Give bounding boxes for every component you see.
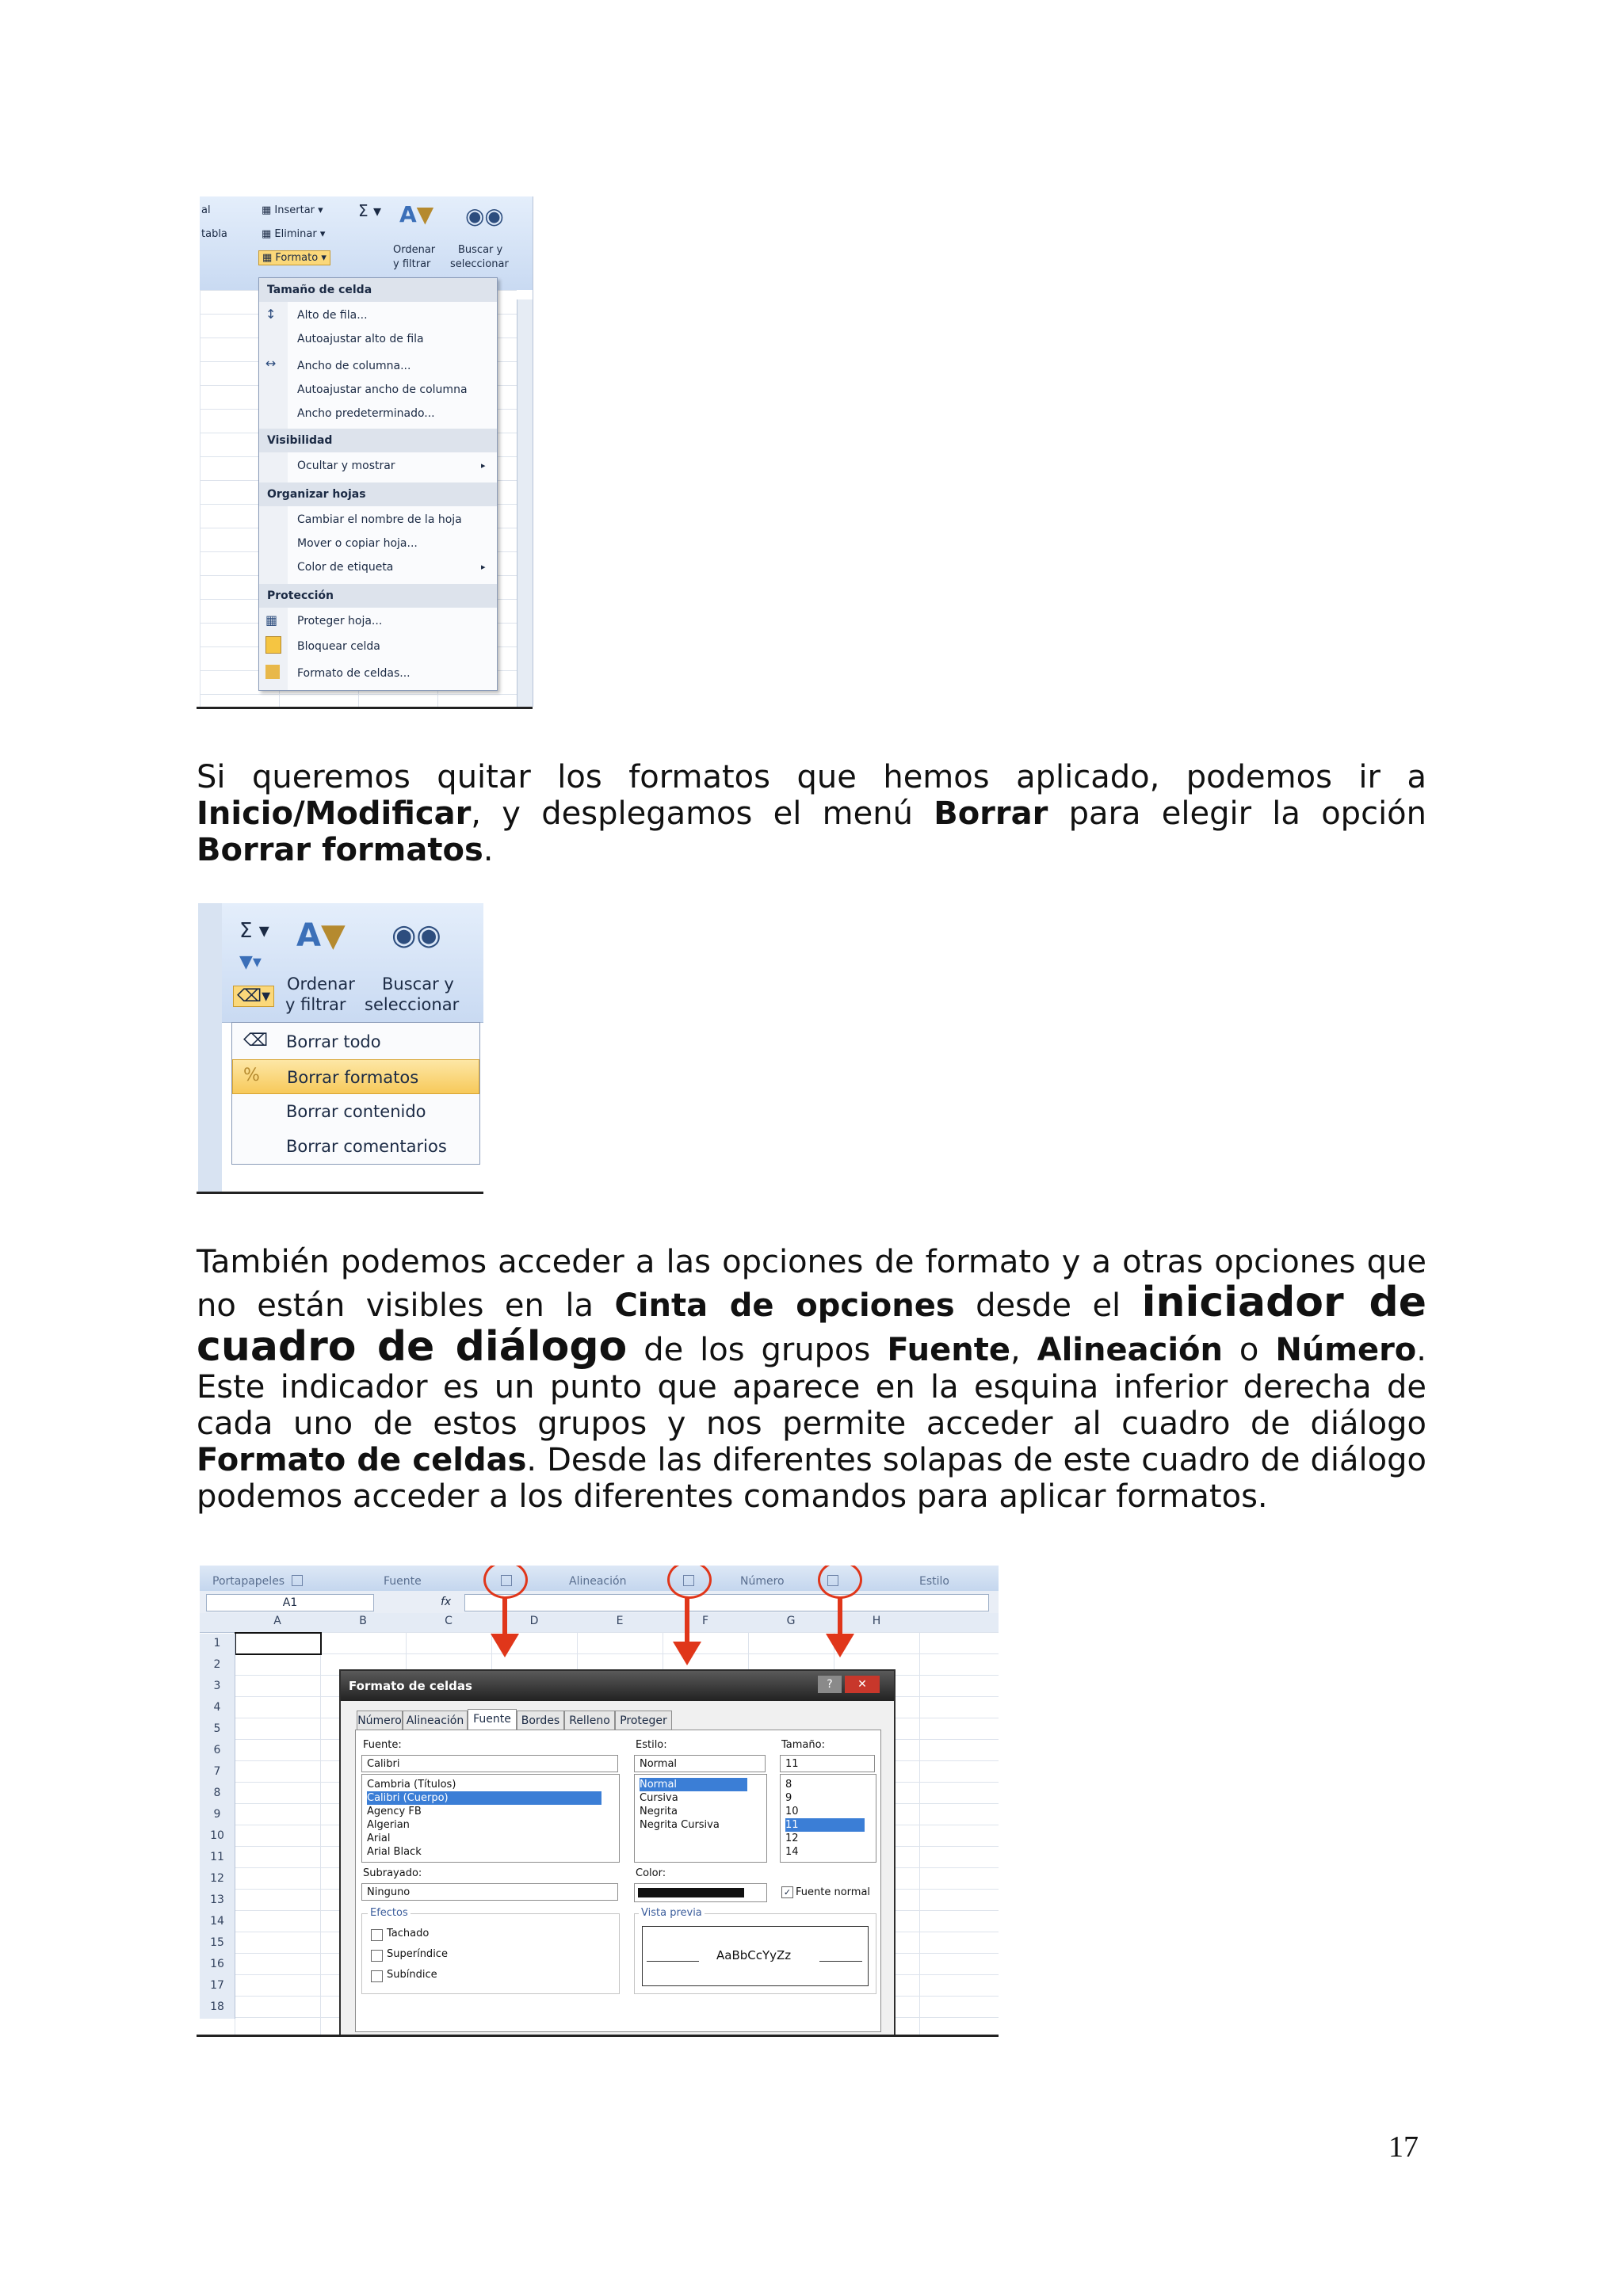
formula-input[interactable]: [464, 1594, 989, 1611]
buscar-label: Buscar y: [458, 244, 503, 256]
preview-text: AaBbCcYyZz: [716, 1948, 792, 1962]
menu-header: Visibilidad: [259, 429, 497, 452]
size-option[interactable]: 8: [785, 1779, 792, 1791]
bold-text: Borrar: [934, 795, 1048, 832]
column-header[interactable]: G: [786, 1615, 796, 1627]
font-option[interactable]: Algerian: [367, 1819, 410, 1831]
row-header[interactable]: 8: [200, 1783, 235, 1805]
menu-item[interactable]: Ancho predeterminado...: [297, 407, 435, 420]
efectos-label: Efectos: [368, 1907, 411, 1919]
row-header[interactable]: 6: [200, 1741, 235, 1762]
menu-item[interactable]: Autoajustar alto de fila: [297, 333, 424, 345]
font-option[interactable]: Arial: [367, 1833, 391, 1844]
font-option[interactable]: Arial Black: [367, 1846, 422, 1858]
seleccionar-label: seleccionar: [450, 258, 509, 270]
tab-alineacion[interactable]: Alineación: [403, 1711, 468, 1731]
group-label: Portapapeles: [212, 1575, 285, 1588]
formato-celdas-dialog: [339, 1669, 896, 2037]
eraser-button[interactable]: ⌫▾: [233, 986, 274, 1007]
scrollbar[interactable]: [517, 299, 533, 707]
fuente-label: Fuente:: [363, 1739, 402, 1751]
superindice-label: Superíndice: [387, 1948, 448, 1960]
ribbon-left-label: tabla: [201, 228, 227, 240]
eraser-icon: ⌫: [243, 1031, 269, 1051]
size-option[interactable]: 12: [785, 1833, 799, 1844]
ordenar-label: Ordenar: [393, 244, 436, 256]
menu-header: Organizar hojas: [259, 482, 497, 506]
row-header[interactable]: 5: [200, 1719, 235, 1741]
figure-rule: [197, 1192, 483, 1194]
ribbon-left-edge: [198, 903, 222, 1193]
bold-text: Número: [1275, 1332, 1417, 1368]
subindice-checkbox[interactable]: [371, 1970, 383, 1982]
preview-rule: [647, 1961, 699, 1962]
fx-icon[interactable]: fx: [441, 1596, 452, 1608]
tamano-input[interactable]: 11: [780, 1755, 875, 1772]
row-header[interactable]: 17: [200, 1976, 235, 1997]
tab-proteger[interactable]: Proteger: [615, 1711, 672, 1731]
insertar-label: Insertar: [274, 204, 315, 216]
binoculars-icon[interactable]: ◉◉: [391, 919, 441, 952]
tab-bordes[interactable]: Bordes: [517, 1711, 564, 1731]
borrar-dropdown-menu: [231, 1022, 480, 1165]
row-header[interactable]: 1: [200, 1634, 235, 1655]
style-option[interactable]: Negrita: [640, 1806, 678, 1817]
menu-header: Tamaño de celda: [259, 278, 497, 302]
bold-text: Formato de celdas: [197, 1442, 527, 1478]
vista-previa-label: Vista previa: [639, 1907, 705, 1919]
group-label: Fuente: [384, 1575, 422, 1588]
text: . Este indicador es un punto que aparece en la esquina inferior derecha de cada uno de estos grupos y nos permite acceder al cuadro de diálogo: [197, 1332, 1426, 1442]
tab-numero[interactable]: Número: [357, 1711, 403, 1731]
ribbon-left-label: al: [201, 204, 211, 216]
dialog-title: Formato de celdas: [341, 1671, 894, 1701]
tab-fuente[interactable]: Fuente: [468, 1709, 517, 1731]
eliminar-button[interactable]: ▦ Eliminar ▾: [262, 228, 326, 240]
estilo-input[interactable]: Normal: [634, 1755, 766, 1772]
row-header[interactable]: 11: [200, 1848, 235, 1869]
style-option[interactable]: Cursiva: [640, 1792, 678, 1804]
menu-item[interactable]: Color de etiqueta: [297, 561, 394, 574]
column-header[interactable]: D: [529, 1615, 539, 1627]
text: , y desplegamos el menú: [471, 795, 934, 832]
column-header[interactable]: E: [616, 1615, 624, 1627]
row-header[interactable]: 16: [200, 1955, 235, 1976]
menu-item[interactable]: Proteger hoja...: [297, 615, 383, 627]
column-header[interactable]: H: [872, 1615, 881, 1627]
filtrar-label: y filtrar: [285, 995, 346, 1014]
row-header[interactable]: 7: [200, 1762, 235, 1783]
binoculars-icon[interactable]: ◉◉: [465, 203, 504, 229]
subrayado-label: Subrayado:: [363, 1867, 422, 1879]
menu-item-borrar-formatos[interactable]: Borrar formatos: [232, 1059, 479, 1094]
name-box[interactable]: [206, 1594, 374, 1611]
text: Si queremos quitar los formatos que hemos aplicado, podemos ir a: [197, 759, 1426, 795]
insertar-button[interactable]: ▦ Insertar ▾: [262, 204, 323, 216]
arrow-icon: [673, 1642, 701, 1665]
size-option[interactable]: 10: [785, 1806, 799, 1817]
tamano-label: Tamaño:: [781, 1739, 825, 1751]
style-option[interactable]: Negrita Cursiva: [640, 1819, 720, 1831]
estilo-list[interactable]: [634, 1774, 767, 1863]
help-button[interactable]: ?: [818, 1676, 842, 1693]
menu-item[interactable]: Cambiar el nombre de la hoja: [297, 513, 462, 526]
size-option[interactable]: 9: [785, 1792, 792, 1804]
text: de los grupos: [627, 1332, 888, 1368]
paragraph-borrar-formatos: [197, 759, 1426, 868]
column-header[interactable]: A: [273, 1615, 281, 1627]
figure-rule: [197, 2035, 999, 2037]
tab-relleno[interactable]: Relleno: [564, 1711, 615, 1731]
column-header[interactable]: F: [701, 1615, 709, 1627]
format-cells-icon: [265, 665, 280, 679]
column-header[interactable]: B: [359, 1615, 367, 1627]
menu-item[interactable]: Ocultar y mostrar: [297, 460, 395, 472]
formato-button[interactable]: ▦ Formato ▾: [258, 250, 330, 265]
tachado-label: Tachado: [387, 1928, 430, 1939]
subindice-label: Subíndice: [387, 1969, 437, 1981]
text: También podemos acceder a las opciones de formato y a otras opciones que no están visibles en la: [197, 1244, 1426, 1324]
text: .: [483, 832, 494, 868]
tachado-checkbox[interactable]: [371, 1929, 383, 1941]
row-header[interactable]: 10: [200, 1826, 235, 1848]
menu-item[interactable]: Bloquear celda: [297, 640, 380, 653]
row-header[interactable]: 4: [200, 1698, 235, 1719]
preview-rule: [819, 1961, 862, 1962]
sigma-icon[interactable]: Σ ▾: [358, 201, 382, 220]
fill-icon[interactable]: ▼▾: [239, 952, 262, 972]
color-label: Color:: [636, 1867, 666, 1879]
column-width-icon: ↔: [265, 356, 277, 371]
clear-formats-icon: %: [243, 1066, 260, 1085]
group-label: Alineación: [569, 1575, 627, 1588]
fuente-normal-label: Fuente normal: [796, 1886, 871, 1898]
submenu-arrow-icon: ▸: [481, 460, 486, 471]
menu-item[interactable]: Mover o copiar hoja...: [297, 537, 418, 550]
menu-item[interactable]: Ancho de columna...: [297, 360, 411, 372]
row-header[interactable]: 15: [200, 1933, 235, 1955]
large-bold-text: iniciador de cuadro de diálogo: [197, 1279, 1427, 1371]
font-option[interactable]: Agency FB: [367, 1806, 422, 1817]
column-header[interactable]: C: [445, 1615, 453, 1627]
buscar-label: Buscar y: [382, 974, 454, 994]
arrow-icon: [826, 1634, 854, 1657]
font-option-selected[interactable]: Calibri (Cuerpo): [367, 1791, 601, 1805]
fuente-normal-checkbox[interactable]: ✓: [781, 1886, 793, 1898]
menu-item-borrar-todo[interactable]: Borrar todo: [286, 1032, 381, 1051]
bold-text: Borrar formatos: [197, 832, 483, 868]
seleccionar-label: seleccionar: [365, 995, 460, 1014]
menu-item-borrar-comentarios[interactable]: Borrar comentarios: [286, 1137, 447, 1156]
row-header[interactable]: 13: [200, 1890, 235, 1912]
estilo-label: Estilo:: [636, 1739, 667, 1751]
bold-text: Cinta de opciones: [614, 1287, 955, 1324]
menu-item-borrar-contenido[interactable]: Borrar contenido: [286, 1102, 426, 1121]
color-select[interactable]: [634, 1883, 767, 1902]
row-header[interactable]: 12: [200, 1869, 235, 1890]
style-option-selected[interactable]: Normal: [640, 1778, 747, 1791]
font-option[interactable]: Cambria (Títulos): [367, 1779, 456, 1791]
menu-item[interactable]: Autoajustar ancho de columna: [297, 383, 468, 396]
menu-item[interactable]: Alto de fila...: [297, 309, 368, 322]
group-label: Número: [740, 1575, 785, 1588]
dialog-launcher-icon[interactable]: [292, 1575, 303, 1586]
size-option-selected[interactable]: 11: [785, 1818, 865, 1832]
lock-icon: [265, 636, 281, 654]
row-header[interactable]: 9: [200, 1805, 235, 1826]
sort-filter-icon[interactable]: A▼: [399, 201, 434, 227]
row-header[interactable]: 18: [200, 1997, 235, 2019]
menu-header: Protección: [259, 584, 497, 608]
color-swatch: [638, 1888, 744, 1897]
figure-rule: [197, 707, 533, 709]
text: para elegir la opción: [1048, 795, 1427, 832]
page-number: 17: [1388, 2130, 1419, 2164]
close-button[interactable]: ✕: [845, 1676, 880, 1693]
bold-text: Fuente: [887, 1332, 1010, 1368]
group-label: Estilo: [919, 1575, 949, 1588]
arrow-icon: [491, 1634, 519, 1657]
active-cell[interactable]: [235, 1632, 322, 1655]
row-height-icon: ↕: [265, 307, 277, 322]
row-header[interactable]: 3: [200, 1676, 235, 1698]
menu-item[interactable]: Formato de celdas...: [297, 667, 411, 680]
bold-text: Alineación: [1037, 1332, 1223, 1368]
text: desde el: [954, 1287, 1142, 1324]
text: o: [1222, 1332, 1276, 1368]
sigma-icon[interactable]: Σ ▾: [239, 919, 269, 943]
text: ,: [1010, 1332, 1037, 1368]
row-header[interactable]: 2: [200, 1655, 235, 1676]
name-box-value: A1: [282, 1596, 298, 1609]
fuente-input[interactable]: Calibri: [361, 1755, 618, 1772]
row-header[interactable]: 14: [200, 1912, 235, 1933]
formato-label: Formato: [275, 252, 319, 264]
paragraph-iniciador-cuadro-dialogo: [197, 1244, 1426, 1515]
filtrar-label: y filtrar: [393, 258, 431, 270]
ordenar-label: Ordenar: [287, 974, 355, 994]
format-dropdown-menu: [258, 277, 498, 691]
subrayado-select[interactable]: Ninguno: [361, 1883, 618, 1901]
bold-text: Inicio/Modificar: [197, 795, 472, 832]
tamano-list[interactable]: [780, 1774, 876, 1863]
sort-filter-icon[interactable]: A▼: [296, 917, 346, 954]
superindice-checkbox[interactable]: [371, 1950, 383, 1962]
submenu-arrow-icon: ▸: [481, 562, 486, 572]
text: . Desde las diferentes solapas de este cuadro de diálogo podemos acceder a los diferentes comandos para aplicar formatos.: [197, 1442, 1427, 1515]
protect-sheet-icon: ▦: [265, 612, 278, 627]
eliminar-label: Eliminar: [274, 228, 317, 240]
size-option[interactable]: 14: [785, 1846, 799, 1858]
fuente-list[interactable]: [361, 1774, 620, 1863]
